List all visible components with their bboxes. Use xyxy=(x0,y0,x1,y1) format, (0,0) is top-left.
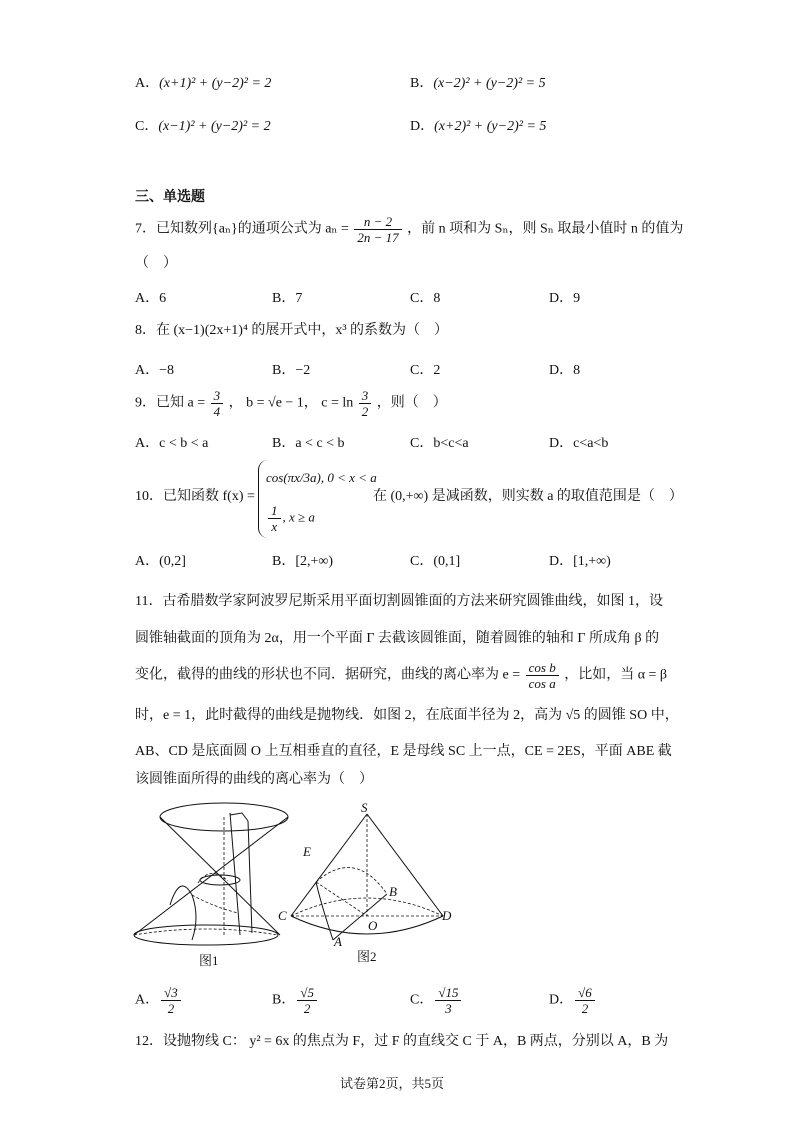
q8-option-c: C．2 xyxy=(410,363,441,378)
piecewise-case-2: $\frac{1}{x}$ , x ≥ a xyxy=(266,503,315,534)
q8-option-a: A．−8 xyxy=(135,363,175,378)
fig2-label-a: A xyxy=(334,934,342,949)
q6-option-a: A．(x+1)² + (y−2)² = 2 xyxy=(135,76,272,91)
q6-option-d: D．(x+2)² + (y−2)² = 5 xyxy=(410,119,547,134)
page-footer: 试卷第2页，共5页 xyxy=(340,1076,445,1091)
q6-option-c: C．(x−1)² + (y−2)² = 2 xyxy=(135,119,271,134)
fig1-bottom-ellipse xyxy=(134,925,278,945)
question-7-paren: （ ） xyxy=(135,256,177,271)
figure-1 xyxy=(130,795,290,950)
q10-option-a: A．(0,2] xyxy=(135,554,186,569)
question-11-line-2: 圆锥轴截面的顶角为 2α，用一个平面 Γ 去截该圆锥面，随着圆锥的轴和 Γ 所成角 β 的 xyxy=(135,631,660,646)
fig2-label-o: O xyxy=(368,918,378,933)
question-10-stem-a: 10．已知函数 f(x) = xyxy=(135,489,255,504)
q11-option-d: D． $\frac{√6}{2}$ xyxy=(549,985,597,1016)
q11-option-b: B． $\frac{√5}{2}$ xyxy=(272,985,319,1016)
q9-option-a: A．c < b < a xyxy=(135,436,209,451)
q7-option-d: D．9 xyxy=(549,291,581,306)
fig2-base-front xyxy=(291,916,443,934)
q6-option-b: B．(x−2)² + (y−2)² = 5 xyxy=(410,76,546,91)
question-11-line-4: 时，e = 1，此时截得的曲线是抛物线．如图 2，在底面半径为 2，高为 √5 的圆锥 SO 中， xyxy=(135,708,679,723)
section-title: 三、单选题 xyxy=(135,190,205,205)
figure-1-caption: 图1 xyxy=(199,953,219,968)
q7-option-a: A．6 xyxy=(135,291,167,306)
q8-option-b: B．−2 xyxy=(272,363,311,378)
fig2-label-d: D xyxy=(442,908,452,923)
fig2-label-s: S xyxy=(361,800,368,815)
q10-option-d: D．[1,+∞) xyxy=(549,554,611,569)
q9-option-b: B．a < c < b xyxy=(272,436,345,451)
q11-option-c: C． $\frac{√15}{3}$ xyxy=(410,985,463,1016)
figure-2-caption: 图2 xyxy=(357,949,377,964)
fig2-label-c: C xyxy=(278,908,287,923)
question-9-stem: 9．已知 a = $\frac{3}{4}$ ， b = √e − 1， c = ln $\frac{3}{2}$ ，则（ ） xyxy=(135,388,447,419)
q11-option-a: A． $\frac{√3}{2}$ xyxy=(135,985,183,1016)
question-11-line-1: 11．古希腊数学家阿波罗尼斯采用平面切割圆锥面的方法来研究圆锥曲线，如图 1，设 xyxy=(135,594,663,609)
fig2-label-e: E xyxy=(303,844,311,859)
q10-option-b: B．[2,+∞) xyxy=(272,554,334,569)
fig2-generatrix-sc xyxy=(291,814,367,916)
fig2-section-curve xyxy=(316,882,333,940)
fig2-label-b: B xyxy=(389,884,397,899)
q9-option-c: C．b<c<a xyxy=(410,436,469,451)
q7-option-c: C．8 xyxy=(410,291,441,306)
question-12-stem: 12．设抛物线 C： y² = 6x 的焦点为 F，过 F 的直线交 C 于 A，B 两点，分别以 A，B 为 xyxy=(135,1034,669,1049)
question-10-stem-b: 在 (0,+∞) 是减函数，则实数 a 的取值范围是（ ） xyxy=(373,489,683,504)
figure-2 xyxy=(275,800,455,950)
q8-option-d: D．8 xyxy=(549,363,581,378)
question-11-line-5: AB、CD 是底面圆 O 上互相垂直的直径，E 是母线 SC 上一点，CE = 2ES，平面 ABE 截 xyxy=(135,744,672,759)
piecewise-case-1: cos(πx/3a), 0 < x < a xyxy=(266,470,377,485)
q10-option-c: C．(0,1] xyxy=(410,554,461,569)
q9-option-d: D．c<a<b xyxy=(549,436,609,451)
question-8-stem: 8．在 (x−1)(2x+1)⁴ 的展开式中，x³ 的系数为（ ） xyxy=(135,323,449,338)
q7-option-b: B．7 xyxy=(272,291,303,306)
question-7-stem: 7．已知数列{aₙ}的通项公式为 aₙ = $\frac{n - 2}{2n - 17}$ ，前 n 项和为 Sₙ，则 Sₙ 取最小值时 n 的值为 xyxy=(135,214,684,245)
question-11-line-6: 该圆锥面所得的曲线的离心率为（ ） xyxy=(135,772,373,787)
question-11-line-3: 变化，截得的曲线的形状也不同．据研究，曲线的离心率为 e = $\frac{\text{cos b}}{\text{cos a}}$ ，比如，当 α = β xyxy=(135,660,668,691)
